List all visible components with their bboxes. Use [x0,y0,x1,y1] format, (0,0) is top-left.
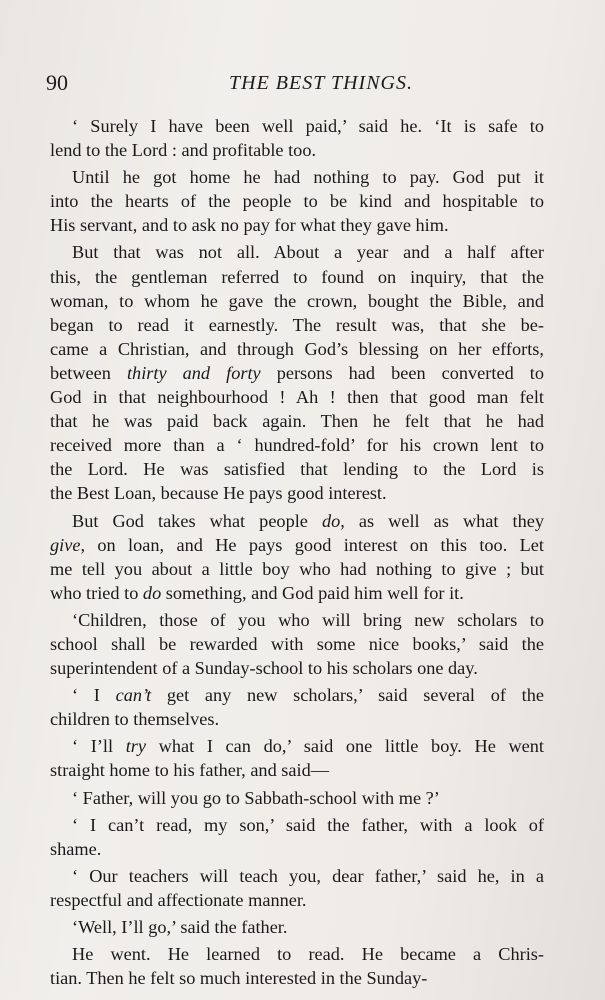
text-line: tian. Then he felt so much interested in the Sunday- [50,968,428,989]
text-line: ‘ I can’t read, my son,’ said the father, with a look of [72,814,544,835]
paragraph [50,786,544,810]
text-line: straight home to his father, and said— [50,760,330,781]
text-line: ‘ I’ll try what I can do,’ said one little boy. He went [72,736,544,757]
text-line: who tried to do something, and God paid him well for it. [50,582,464,603]
text-line: ‘Well, I’ll go,’ said the father. [72,917,288,937]
text-line: He went. He learned to read. He became a Chris- [72,944,544,965]
text-line: received more than a ‘ hundred-fold’ for his crown lent to [50,435,544,456]
text-line: this, the gentleman referred to found on inquiry, that the [50,266,544,287]
running-title: THE BEST THINGS. [229,72,413,94]
text-line: began to read it earnestly. The result was, that she be- [50,314,544,335]
text-line: ‘Children, those of you who will bring new scholars to [72,609,544,630]
text-line: His servant, and to ask no pay for what they gave him. [50,215,449,236]
text-line: came a Christian, and through God’s blessing on her efforts, [50,338,544,359]
text-line: Until he got home he had nothing to pay. God put it [72,167,544,188]
paragraph [50,509,544,605]
paragraph [50,114,544,162]
paragraph [50,734,544,782]
paragraph [50,608,544,680]
paragraph [50,942,544,990]
text-line: the Best Loan, because He pays good interest. [50,483,387,504]
text-line: me tell you about a little boy who had nothing to give ; but [50,558,544,579]
text-line: give, on loan, and He pays good interest on this too. Let [50,534,544,555]
text-line: woman, to whom he gave the crown, bought the Bible, and [50,290,544,311]
text-line: ‘ Father, will you go to Sabbath-school with me ?’ [72,787,440,808]
text-line: school shall be rewarded with some nice books,’ said the [50,633,544,654]
text-line: respectful and affectionate manner. [50,889,307,910]
text-line: ‘ Our teachers will teach you, dear father,’ said he, in a [72,865,544,886]
page-number: 90 [46,70,68,95]
paragraph [50,813,544,861]
text-line: But God takes what people do, as well as what they [72,510,545,531]
text-line: into the hearts of the people to be kind and hospitable to [50,191,544,212]
text-line: that he was paid back again. Then he felt that he had [50,411,544,432]
running-head [46,67,556,99]
text-line: the Lord. He was satisfied that lending to the Lord is [50,459,544,480]
paragraph [50,240,544,505]
text-line: But that was not all. About a year and a half after [72,242,544,263]
text-line: superintendent of a Sunday-school to his scholars one day. [50,658,478,679]
text-line: ‘ Surely I have been well paid,’ said he. ‘It is safe to [72,116,544,136]
paragraph [50,864,544,912]
text-line: children to themselves. [50,709,220,730]
text-line: between thirty and forty persons had been converted to [50,362,544,383]
body-text [50,114,544,990]
text-line: lend to the Lord : and profitable too. [50,140,317,161]
text-line: God in that neighbourhood ! Ah ! then that good man felt [50,387,544,408]
text-line: ‘ I can’t get any new scholars,’ said several of the [72,685,544,706]
paragraph [50,165,544,237]
text-line: shame. [50,838,102,859]
paragraph [50,683,544,731]
paragraph [50,915,544,939]
